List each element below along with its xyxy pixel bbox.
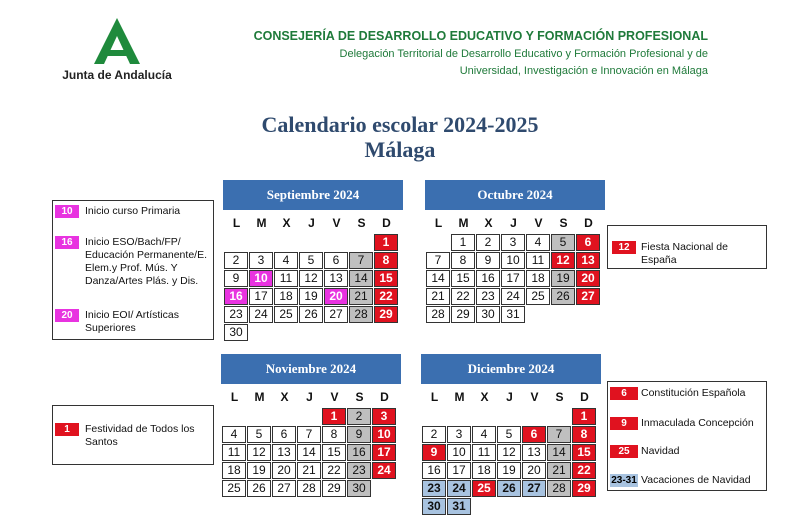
day-cell: 18: [526, 270, 550, 287]
day-cell: 16: [224, 288, 248, 305]
legend-text: Inicio curso Primaria: [85, 205, 181, 217]
day-cell: 1: [572, 408, 596, 425]
day-cell: 27: [324, 306, 348, 323]
day-cell: 16: [422, 462, 446, 479]
legend-text: Inmaculada Concepción: [641, 417, 754, 429]
calendar-grid: [223, 210, 403, 344]
legend-text: Navidad: [641, 445, 680, 457]
day-cell: 28: [349, 306, 373, 323]
day-cell: 24: [372, 462, 396, 479]
day-cell: 23: [476, 288, 500, 305]
org-delegation: Delegación Territorial de Desarrollo Educativo y Formación Profesional y de: [339, 48, 708, 60]
day-cell: 22: [322, 462, 346, 479]
weekday-label: D: [584, 216, 593, 230]
day-cell: 13: [272, 444, 296, 461]
day-cell: 19: [497, 462, 521, 479]
weekday-label: S: [555, 390, 564, 404]
weekday-label: V: [332, 216, 341, 230]
day-cell: 9: [476, 252, 500, 269]
day-cell: 12: [551, 252, 575, 269]
day-cell: 24: [501, 288, 525, 305]
day-cell: 7: [426, 252, 450, 269]
day-cell: 7: [349, 252, 373, 269]
weekday-label: V: [534, 216, 543, 230]
weekday-label: D: [580, 390, 589, 404]
day-cell: 13: [522, 444, 546, 461]
day-cell: 2: [422, 426, 446, 443]
day-cell: 6: [522, 426, 546, 443]
day-cell: 6: [272, 426, 296, 443]
day-cell: 10: [249, 270, 273, 287]
day-cell: 29: [374, 306, 398, 323]
day-cell: 14: [349, 270, 373, 287]
legend-swatch: 1: [55, 423, 79, 436]
day-cell: 26: [247, 480, 271, 497]
legend-swatch: 16: [55, 236, 79, 249]
day-cell: 9: [347, 426, 371, 443]
day-cell: 5: [247, 426, 271, 443]
day-cell: 20: [576, 270, 600, 287]
day-cell: 15: [374, 270, 398, 287]
day-cell: 29: [451, 306, 475, 323]
legend-text: Festividad de Todos los Santos: [85, 423, 195, 448]
day-cell: 10: [447, 444, 471, 461]
calendar-october: [425, 180, 605, 326]
calendar-december: [421, 354, 601, 518]
org-delegation-2: Universidad, Investigación e Innovación en Málaga: [459, 65, 708, 77]
day-cell: 8: [322, 426, 346, 443]
day-cell: 6: [576, 234, 600, 251]
day-cell: 30: [422, 498, 446, 515]
day-cell: 5: [299, 252, 323, 269]
day-cell: 9: [422, 444, 446, 461]
day-cell: 27: [522, 480, 546, 497]
legend-text: Fiesta Nacional de España: [641, 241, 728, 266]
day-cell: 16: [347, 444, 371, 461]
page-subtitle: Málaga: [364, 137, 436, 162]
day-cell: 16: [476, 270, 500, 287]
day-cell: 24: [249, 306, 273, 323]
day-cell: 14: [547, 444, 571, 461]
day-cell: 10: [501, 252, 525, 269]
calendar-month-title: Noviembre 2024: [221, 354, 401, 384]
weekday-label: D: [382, 216, 391, 230]
day-cell: 8: [451, 252, 475, 269]
calendar-november: [221, 354, 401, 500]
day-cell: 3: [249, 252, 273, 269]
day-cell: 25: [274, 306, 298, 323]
day-cell: 28: [297, 480, 321, 497]
legend-text: Inicio ESO/Bach/FP/ Educación Permanente/E. Elem.y Prof. Mús. Y Danza/Artes Plás. y Dis.: [85, 236, 207, 287]
day-cell: 8: [374, 252, 398, 269]
calendar-september: [223, 180, 403, 344]
day-cell: 2: [224, 252, 248, 269]
day-cell: 25: [222, 480, 246, 497]
day-cell: 5: [551, 234, 575, 251]
weekday-label: X: [280, 390, 289, 404]
calendar-grid: [221, 384, 401, 500]
legend-swatch: 6: [610, 387, 638, 400]
weekday-label: L: [430, 390, 439, 404]
day-cell: 3: [372, 408, 396, 425]
legend-swatch: 23-31: [611, 475, 637, 486]
day-cell: 8: [572, 426, 596, 443]
day-cell: 12: [247, 444, 271, 461]
legend-december: [607, 381, 767, 491]
day-cell: 30: [224, 324, 248, 341]
day-cell: 30: [476, 306, 500, 323]
weekday-label: X: [484, 216, 493, 230]
day-cell: 31: [501, 306, 525, 323]
day-cell: 4: [526, 234, 550, 251]
day-cell: 15: [322, 444, 346, 461]
weekday-label: M: [256, 216, 267, 230]
day-cell: 3: [447, 426, 471, 443]
page-title: Calendario escolar 2024-2025: [261, 112, 539, 137]
weekday-label: L: [232, 216, 241, 230]
day-cell: 26: [299, 306, 323, 323]
day-cell: 11: [274, 270, 298, 287]
weekday-label: J: [308, 216, 315, 230]
day-cell: 24: [447, 480, 471, 497]
day-cell: 10: [372, 426, 396, 443]
day-cell: 17: [249, 288, 273, 305]
weekday-label: S: [559, 216, 568, 230]
legend-swatch: 20: [55, 309, 79, 322]
day-cell: 22: [572, 462, 596, 479]
day-cell: 12: [299, 270, 323, 287]
day-cell: 17: [501, 270, 525, 287]
org-name: CONSEJERÍA DE DESARROLLO EDUCATIVO Y FORMACIÓN PROFESIONAL: [253, 29, 708, 43]
day-cell: 14: [426, 270, 450, 287]
day-cell: 5: [497, 426, 521, 443]
day-cell: 4: [274, 252, 298, 269]
day-cell: 1: [322, 408, 346, 425]
weekday-label: L: [230, 390, 239, 404]
day-cell: 18: [472, 462, 496, 479]
day-cell: 28: [426, 306, 450, 323]
weekday-label: S: [355, 390, 364, 404]
day-cell: 17: [447, 462, 471, 479]
legend-text: Constitución Española: [641, 387, 746, 399]
day-cell: 12: [497, 444, 521, 461]
day-cell: 19: [247, 462, 271, 479]
day-cell: 2: [347, 408, 371, 425]
weekday-label: S: [357, 216, 366, 230]
day-cell: 19: [551, 270, 575, 287]
legend-november: [52, 405, 214, 465]
day-cell: 20: [324, 288, 348, 305]
day-cell: 26: [497, 480, 521, 497]
day-cell: 3: [501, 234, 525, 251]
legend-swatch: 12: [612, 241, 636, 254]
day-cell: 18: [222, 462, 246, 479]
day-cell: 11: [472, 444, 496, 461]
weekday-label: J: [306, 390, 313, 404]
weekday-label: M: [254, 390, 265, 404]
day-cell: 11: [222, 444, 246, 461]
day-cell: 22: [374, 288, 398, 305]
day-cell: 28: [547, 480, 571, 497]
legend-september: [52, 200, 214, 340]
day-cell: 21: [297, 462, 321, 479]
day-cell: 7: [297, 426, 321, 443]
weekday-label: M: [454, 390, 465, 404]
day-cell: 15: [451, 270, 475, 287]
day-cell: 23: [347, 462, 371, 479]
calendar-month-title: Octubre 2024: [425, 180, 605, 210]
day-cell: 30: [347, 480, 371, 497]
day-cell: 29: [322, 480, 346, 497]
calendar-grid: [425, 210, 605, 326]
day-cell: 27: [576, 288, 600, 305]
day-cell: 2: [476, 234, 500, 251]
legend-text: Inicio EOI/ Artísticas Superiores: [85, 309, 179, 334]
calendar-grid: [421, 384, 601, 518]
day-cell: 21: [426, 288, 450, 305]
day-cell: 6: [324, 252, 348, 269]
day-cell: 14: [297, 444, 321, 461]
day-cell: 18: [274, 288, 298, 305]
weekday-label: X: [282, 216, 291, 230]
day-cell: 25: [526, 288, 550, 305]
day-cell: 13: [324, 270, 348, 287]
weekday-label: J: [506, 390, 513, 404]
day-cell: 21: [547, 462, 571, 479]
day-cell: 19: [299, 288, 323, 305]
day-cell: 4: [222, 426, 246, 443]
day-cell: 23: [224, 306, 248, 323]
legend-october: [607, 225, 767, 269]
day-cell: 4: [472, 426, 496, 443]
day-cell: 20: [272, 462, 296, 479]
day-cell: 13: [576, 252, 600, 269]
day-cell: 1: [451, 234, 475, 251]
calendar-month-title: Septiembre 2024: [223, 180, 403, 210]
day-cell: 1: [374, 234, 398, 251]
day-cell: 17: [372, 444, 396, 461]
weekday-label: D: [380, 390, 389, 404]
weekday-label: M: [458, 216, 469, 230]
day-cell: 29: [572, 480, 596, 497]
legend-swatch: 9: [610, 417, 638, 430]
day-cell: 26: [551, 288, 575, 305]
day-cell: 23: [422, 480, 446, 497]
weekday-label: X: [480, 390, 489, 404]
day-cell: 7: [547, 426, 571, 443]
legend-swatch: 10: [55, 205, 79, 218]
day-cell: 11: [526, 252, 550, 269]
logo-text: Junta de Andalucía: [62, 68, 172, 82]
day-cell: 20: [522, 462, 546, 479]
weekday-label: L: [434, 216, 443, 230]
day-cell: 25: [472, 480, 496, 497]
legend-swatch: 25: [610, 445, 638, 458]
weekday-label: J: [510, 216, 517, 230]
legend-text: Vacaciones de Navidad: [641, 474, 751, 486]
weekday-label: V: [530, 390, 539, 404]
day-cell: 21: [349, 288, 373, 305]
weekday-label: V: [330, 390, 339, 404]
day-cell: 9: [224, 270, 248, 287]
calendar-month-title: Diciembre 2024: [421, 354, 601, 384]
day-cell: 22: [451, 288, 475, 305]
day-cell: 27: [272, 480, 296, 497]
day-cell: 15: [572, 444, 596, 461]
day-cell: 31: [447, 498, 471, 515]
